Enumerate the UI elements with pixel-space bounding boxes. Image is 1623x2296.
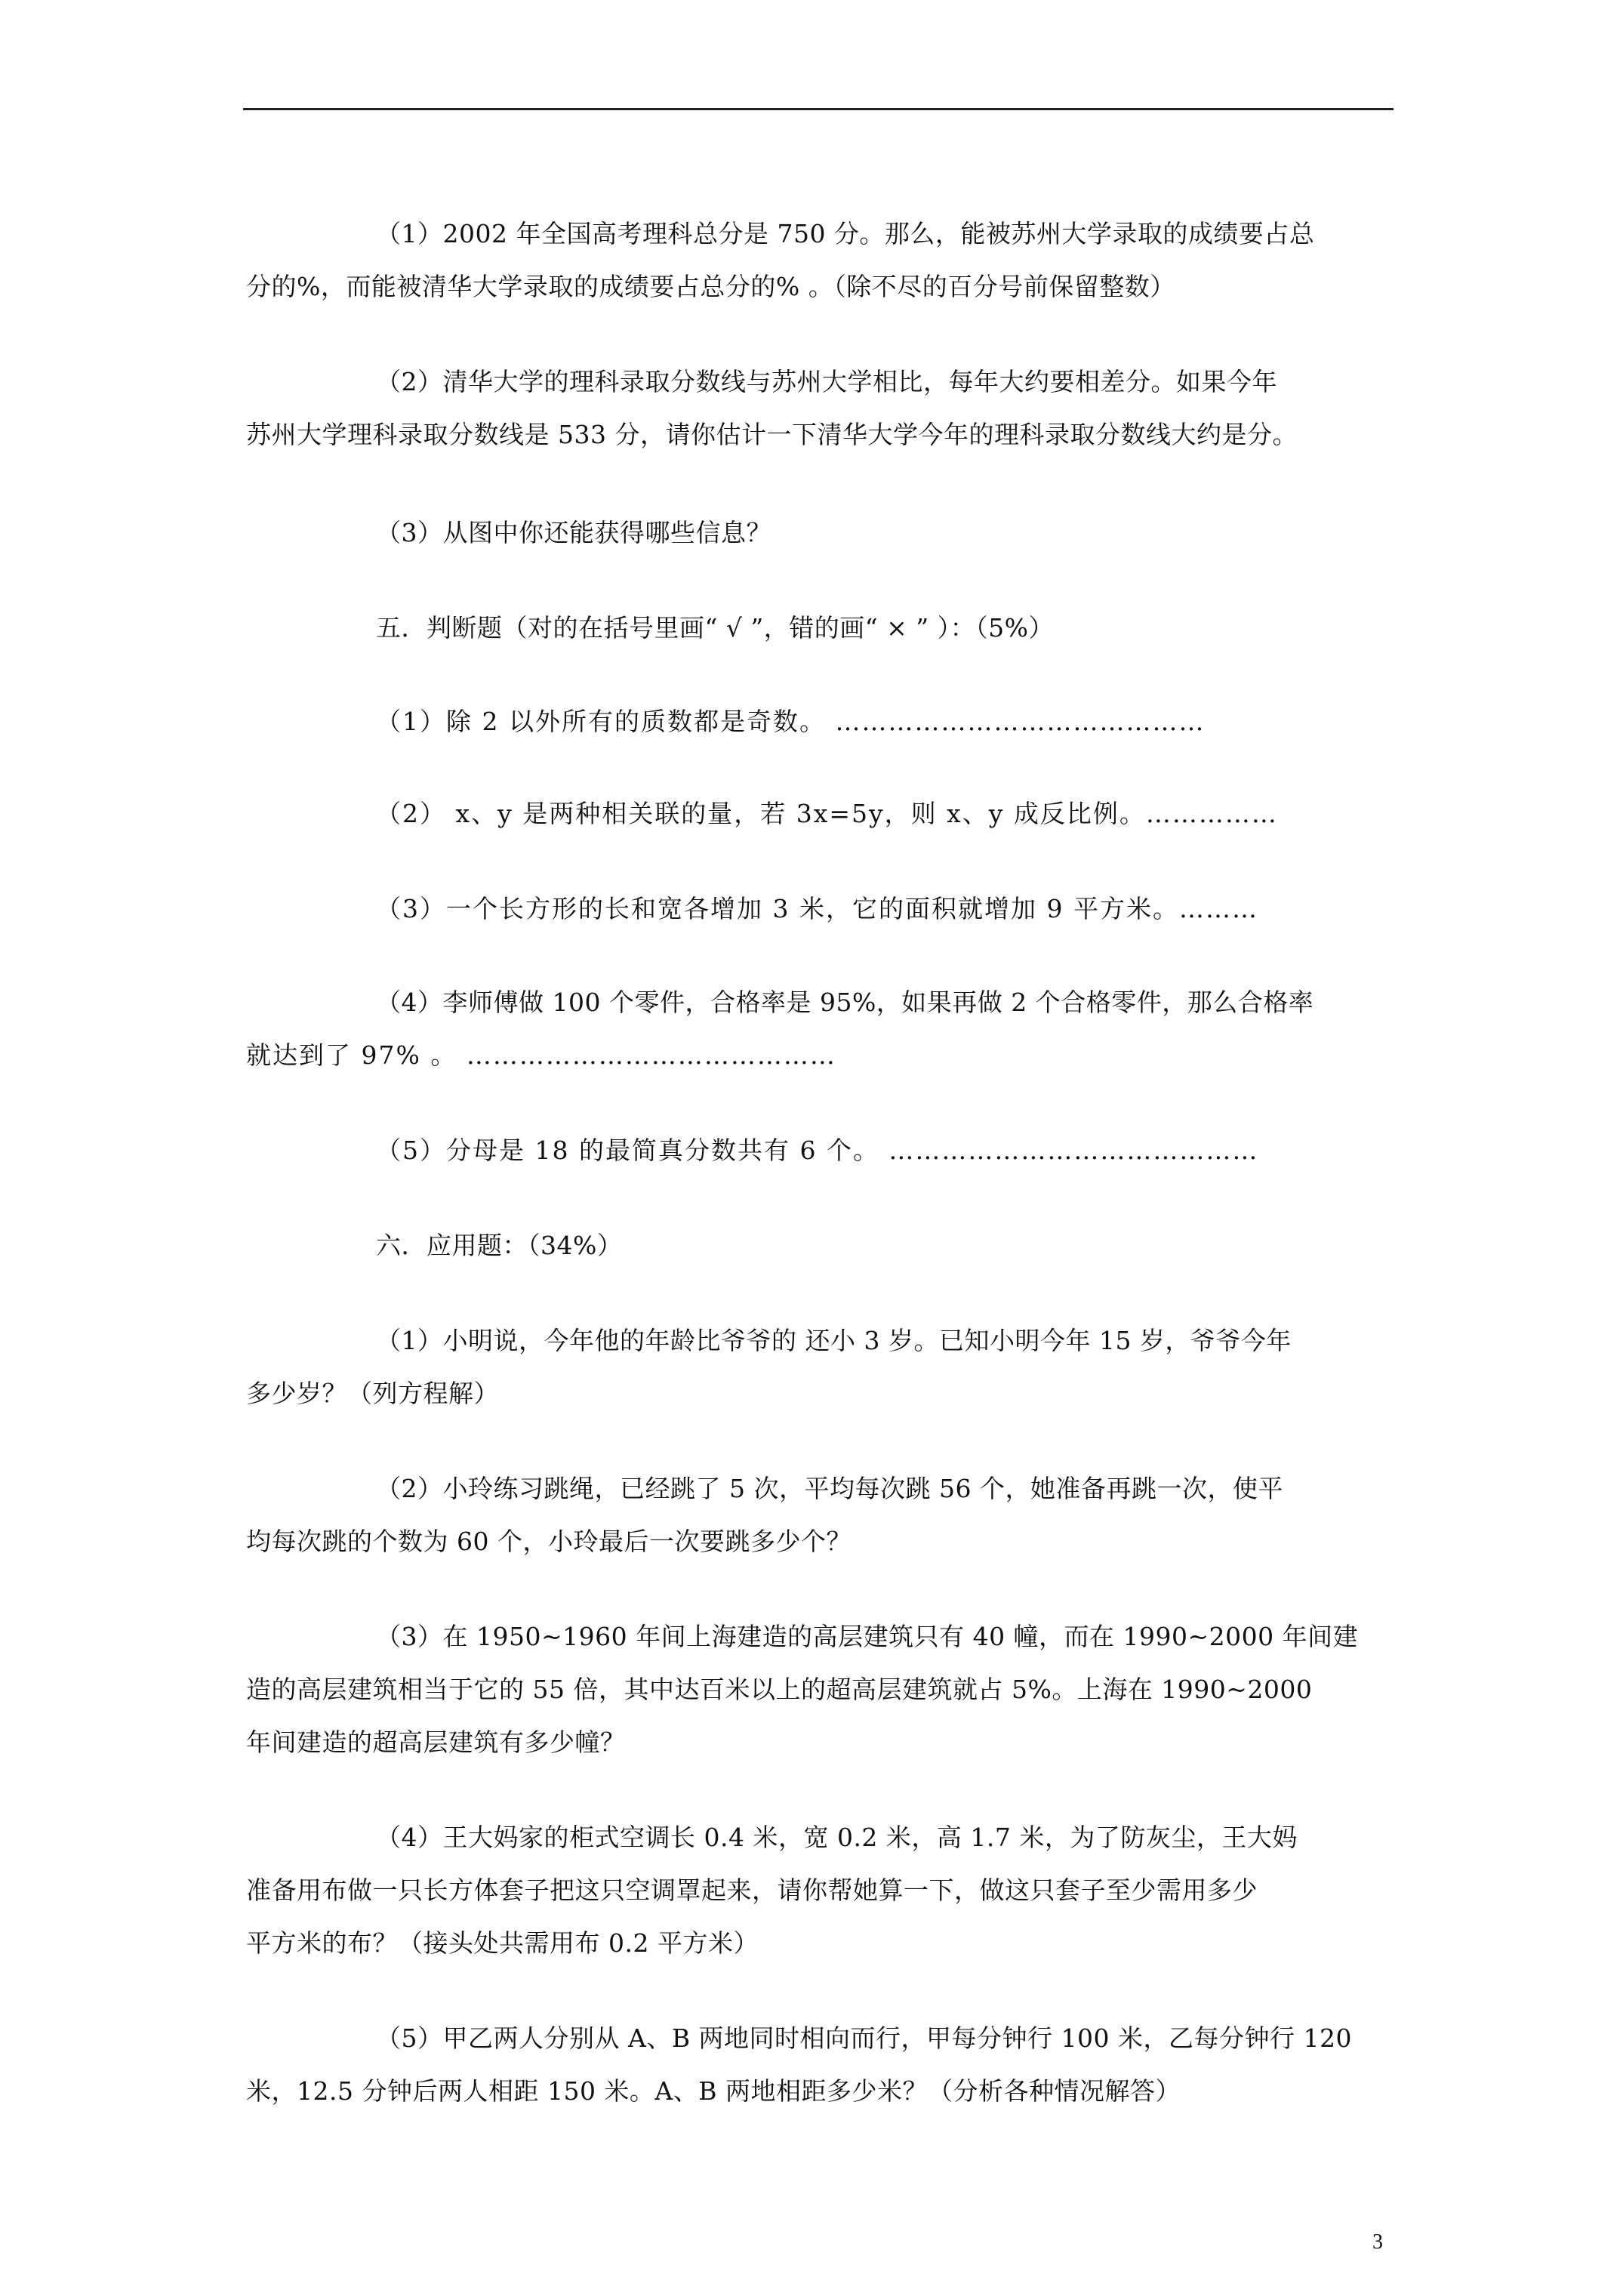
- s6-q1-line1: （1）小明说，今年他的年龄比爷爷的 还小 3 岁。已知小明今年 15 岁，爷爷今年: [376, 1326, 1292, 1355]
- s6-q4-line1: （4）王大妈家的柜式空调长 0.4 米，宽 0.2 米，高 1.7 米，为了防灰尘，王大妈: [376, 1823, 1298, 1852]
- s6-q2-line1: （2）小玲练习跳绳，已经跳了 5 次，平均每次跳 56 个，她准备再跳一次，使平: [376, 1474, 1283, 1503]
- s6-q3-line2: 造的高层建筑相当于它的 55 倍，其中达百米以上的超高层建筑就占 5%。上海在 1990~2000: [246, 1675, 1313, 1704]
- s5-item4-line2: 就达到了 97% 。 ……………………………………: [246, 1040, 836, 1070]
- s6-q4-line3: 平方米的布？（接头处共需用布 0.2 平方米）: [246, 1928, 759, 1958]
- section6-heading: 六．应用题：（34%）: [376, 1231, 623, 1260]
- s5-item3: （3）一个长方形的长和宽各增加 3 米，它的面积就增加 9 平方米。………: [376, 894, 1258, 923]
- s6-q5-line1: （5）甲乙两人分别从 A、B 两地同时相向而行，甲每分钟行 100 米，乙每分钟行 120: [376, 2023, 1352, 2053]
- s4-q3-line1: （3）从图中你还能获得哪些信息？: [376, 518, 771, 547]
- s6-q2-line2: 均每次跳的个数为 60 个，小玲最后一次要跳多少个？: [246, 1527, 852, 1556]
- s4-q2-line2: 苏州大学理科录取分数线是 533 分，请你估计一下清华大学今年的理科录取分数线大约是分。: [246, 420, 1298, 449]
- s6-q4-line2: 准备用布做一只长方体套子把这只空调罩起来，请你帮她算一下，做这只套子至少需用多少: [246, 1875, 1258, 1905]
- s6-q1-line2: 多少岁？（列方程解）: [246, 1379, 499, 1408]
- s6-q3-line3: 年间建造的超高层建筑有多少幢？: [246, 1727, 626, 1757]
- s4-q1-line1: （1）2002 年全国高考理科总分是 750 分。那么，能被苏州大学录取的成绩要占总: [376, 219, 1315, 248]
- page-number: 3: [1372, 2230, 1383, 2254]
- s4-q1-line2: 分的%，而能被清华大学录取的成绩要占总分的% 。（除不尽的百分号前保留整数）: [246, 272, 1175, 301]
- s4-q2-line1: （2）清华大学的理科录取分数线与苏州大学相比，每年大约要相差分。如果今年: [376, 367, 1277, 396]
- s5-item2: （2） x、y 是两种相关联的量，若 3x=5y，则 x、y 成反比例。……………: [376, 799, 1278, 828]
- section5-heading: 五．判断题（对的在括号里画“ √ ”，错的画“ × ” ）：（5%）: [376, 613, 1054, 643]
- header-rule: [243, 108, 1394, 110]
- s6-q5-line2: 米，12.5 分钟后两人相距 150 米。A、B 两地相距多少米？（分析各种情况解答）: [246, 2076, 1181, 2106]
- s5-item5: （5）分母是 18 的最简真分数共有 6 个。 ……………………………………: [376, 1136, 1259, 1165]
- s6-q3-line1: （3）在 1950~1960 年间上海建造的高层建筑只有 40 幢，而在 1990~2000 年间建: [376, 1622, 1359, 1651]
- s5-item1: （1）除 2 以外所有的质数都是奇数。 ……………………………………: [376, 707, 1206, 736]
- s5-item4-line1: （4）李师傅做 100 个零件，合格率是 95%，如果再做 2 个合格零件，那么合格率: [376, 988, 1314, 1017]
